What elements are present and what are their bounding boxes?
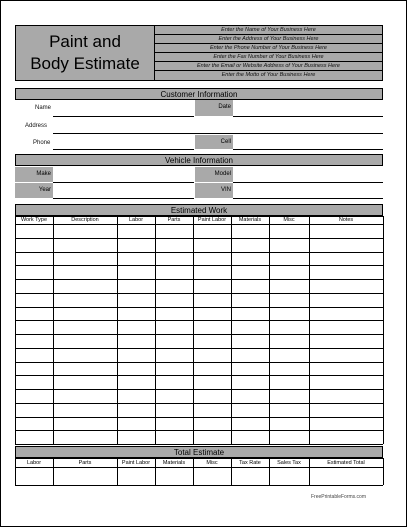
- name-field-line[interactable]: [53, 116, 194, 117]
- footer-credit: FreePrintableForms.com: [310, 494, 366, 500]
- total-col-misc: Misc: [206, 460, 218, 466]
- title-line-1: Paint and: [49, 32, 121, 51]
- totals-col-line: [193, 458, 194, 485]
- col-description: Description: [71, 217, 99, 223]
- work-section-heading: Estimated Work: [15, 204, 383, 216]
- totals-col-line: [231, 458, 232, 485]
- work-col-line: [15, 216, 16, 444]
- totals-col-line: [269, 458, 270, 485]
- work-col-line: [309, 216, 310, 444]
- business-fax-field[interactable]: Enter the Fax Number of Your Business Here: [155, 53, 382, 62]
- work-row-line: [15, 348, 383, 349]
- work-grid-line: [15, 216, 383, 217]
- business-name-field[interactable]: Enter the Name of Your Business Here: [155, 26, 382, 35]
- phone-field-line[interactable]: [53, 149, 194, 150]
- business-address-field[interactable]: Enter the Address of Your Business Here: [155, 35, 382, 44]
- vin-field-line[interactable]: [233, 198, 383, 199]
- work-row-line: [15, 362, 383, 363]
- business-email-field[interactable]: Enter the Email or Website Address of Your Business Here: [155, 62, 382, 71]
- totals-col-line: [309, 458, 310, 485]
- name-label: Name: [35, 105, 52, 111]
- date-field-line[interactable]: [233, 116, 383, 117]
- work-col-line: [117, 216, 118, 444]
- work-row-line: [15, 444, 383, 445]
- totals-grid-line: [15, 467, 383, 468]
- business-phone-field[interactable]: Enter the Phone Number of Your Business Here: [155, 44, 382, 53]
- totals-grid-line: [15, 485, 383, 486]
- work-grid-line: [15, 224, 383, 225]
- totals-col-line: [383, 458, 384, 485]
- col-materials: Materials: [238, 217, 262, 223]
- total-col-materials: Materials: [162, 460, 186, 466]
- work-col-line: [53, 216, 54, 444]
- total-col-estimated-total: Estimated Total: [327, 460, 365, 466]
- totals-col-line: [53, 458, 54, 485]
- totals-col-line: [155, 458, 156, 485]
- work-row-line: [15, 265, 383, 266]
- work-col-line: [269, 216, 270, 444]
- work-row-line: [15, 252, 383, 253]
- total-col-paint-labor: Paint Labor: [121, 460, 151, 466]
- address-label: Address: [25, 123, 48, 129]
- vehicle-section-heading: Vehicle Information: [15, 154, 383, 166]
- total-col-tax-rate: Tax Rate: [239, 460, 261, 466]
- work-row-line: [15, 334, 383, 335]
- col-misc: Misc: [283, 217, 295, 223]
- work-col-line: [231, 216, 232, 444]
- work-col-line: [155, 216, 156, 444]
- cell-field-line[interactable]: [233, 149, 383, 150]
- col-paint-labor: Paint Labor: [197, 217, 227, 223]
- model-field-line[interactable]: [233, 182, 383, 183]
- total-col-parts: Parts: [78, 460, 92, 466]
- business-motto-field[interactable]: Enter the Motto of Your Business Here: [221, 72, 316, 78]
- work-row-line: [15, 417, 383, 418]
- work-row-line: [15, 238, 383, 239]
- totals-col-line: [117, 458, 118, 485]
- cell-label: Cell: [195, 135, 233, 149]
- work-row-line: [15, 320, 383, 321]
- year-field-line[interactable]: [53, 198, 194, 199]
- col-notes: Notes: [338, 217, 354, 223]
- date-label: Date: [195, 100, 233, 116]
- col-work-type: Work Type: [20, 217, 48, 223]
- work-row-line: [15, 375, 383, 376]
- address-field-line[interactable]: [53, 133, 383, 134]
- customer-section-heading: Customer Information: [15, 88, 383, 100]
- work-col-line: [193, 216, 194, 444]
- model-label: Model: [195, 167, 233, 182]
- title-line-2: Body Estimate: [30, 54, 140, 73]
- work-row-line: [15, 430, 383, 431]
- vin-label: VIN: [195, 183, 233, 198]
- form-title: [15, 25, 155, 81]
- work-row-line: [15, 389, 383, 390]
- year-label: Year: [15, 183, 53, 198]
- work-col-line: [383, 216, 384, 444]
- col-labor: Labor: [128, 217, 144, 223]
- make-label: Make: [15, 167, 53, 182]
- make-field-line[interactable]: [53, 182, 194, 183]
- totals-col-line: [15, 458, 16, 485]
- totals-grid-line: [15, 458, 383, 459]
- phone-label: Phone: [33, 140, 51, 146]
- work-row-line: [15, 403, 383, 404]
- work-row-line: [15, 293, 383, 294]
- business-info: [155, 25, 383, 81]
- totals-section-heading: Total Estimate: [15, 446, 383, 458]
- total-col-sales-tax: Sales Tax: [277, 460, 301, 466]
- work-row-line: [15, 307, 383, 308]
- work-row-line: [15, 279, 383, 280]
- total-col-labor: Labor: [26, 460, 42, 466]
- col-parts: Parts: [167, 217, 181, 223]
